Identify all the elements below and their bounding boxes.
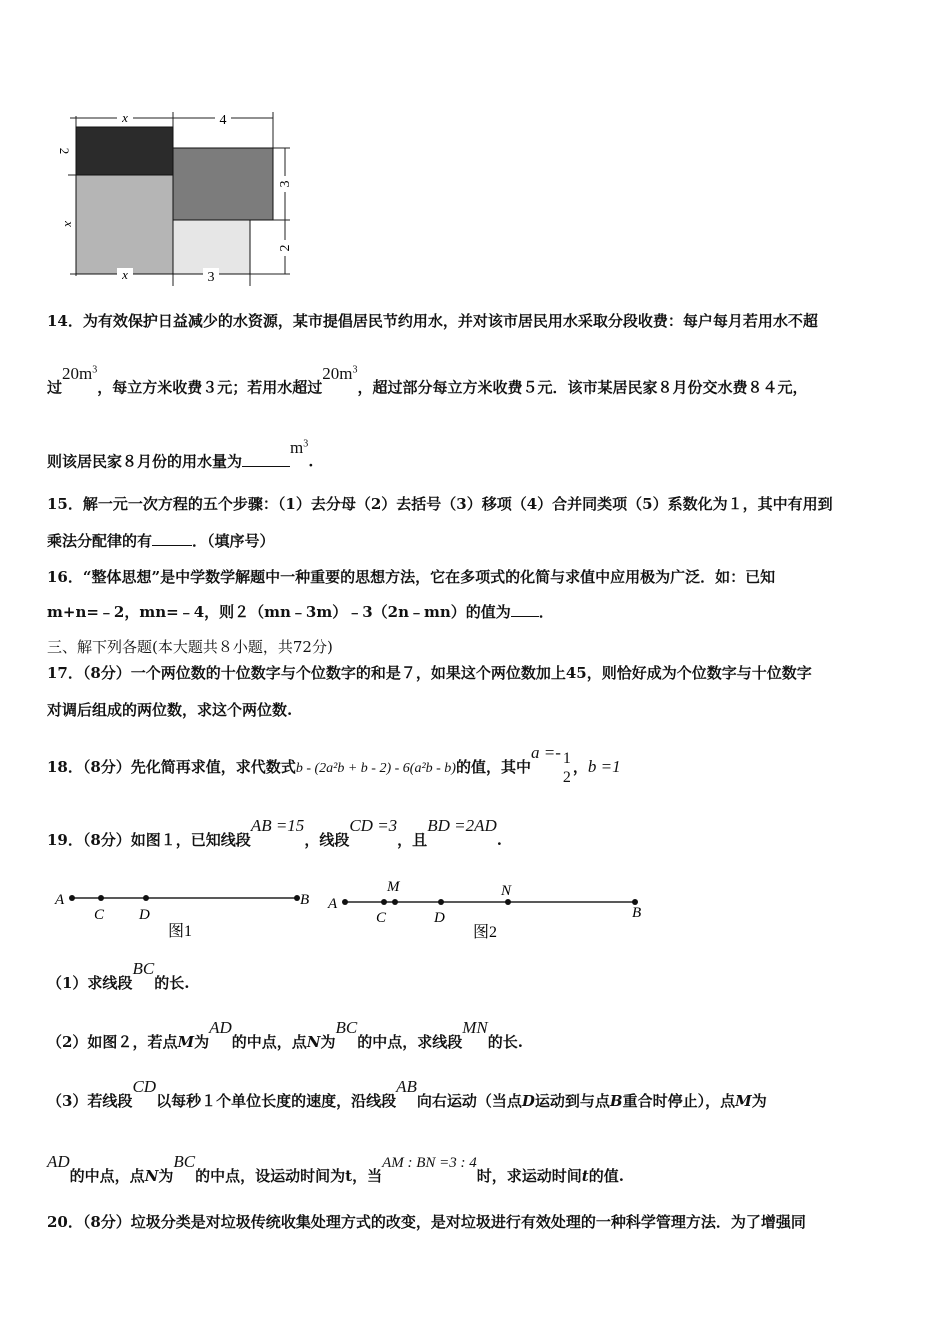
point-b-label: B <box>300 892 310 908</box>
label-bottom-3: 3 <box>207 270 215 285</box>
q14-line3 <box>47 437 314 472</box>
q16-line2: m+n=﹣2，mn=﹣4，则２（mn﹣3m）﹣3（2n﹣mn）的值为 ． <box>47 603 554 621</box>
q14-text-d: 则该居民家８月份的用水量为 <box>47 452 243 471</box>
answer-blank <box>242 452 290 467</box>
q14-text-a: 过 <box>47 378 63 397</box>
light-gray-rect <box>76 175 173 274</box>
q14-unit-2: $20m^3$ <box>322 363 358 383</box>
point-a-label: A <box>55 892 65 908</box>
q14-text-b: ，每立方米收费３元；若用水超过 <box>97 378 323 397</box>
label-left-x: x <box>62 221 77 227</box>
answer-blank <box>152 531 192 546</box>
q19-sub1: （1）求线段BC的长. <box>47 959 190 992</box>
black-rect <box>76 127 173 175</box>
label-right-2: 2 <box>278 244 293 252</box>
figure-2 <box>325 875 655 945</box>
white-rect <box>173 220 250 274</box>
q15-line2: 乘法分配律的有 ．（填序号） <box>47 532 275 550</box>
q16-line1: 16．“整体思想”是中学数学解题中一种重要的思想方法，它在多项式的化简与求值中应用极为广泛．如：已知 <box>47 568 776 586</box>
q17-line2: 对调后组成的两位数，求这个两位数. <box>47 701 293 719</box>
q14-text-c: ，超过部分每立方米收费５元．该市某居民家８月份交水费８４元， <box>357 378 808 397</box>
point-d-label: D <box>434 910 445 926</box>
q14-line2 <box>47 363 808 398</box>
figure-1 <box>52 880 322 945</box>
q18-line: 18．（8分）先化简再求值，求代数式b - (2a²b + b - 2) - 6(a²b - b)的值，其中a =- $\frac{1}{2}$ ，b =1 <box>47 743 621 786</box>
q19-sub3-line1: （3）若线段CD以每秒１个单位长度的速度，沿线段AB向右运动（当点D运动到与点B重合时停止），点M为 <box>47 1077 767 1110</box>
figure-2-caption: 图2 <box>472 924 498 941</box>
q18-a-value: a =- <box>530 743 561 762</box>
q14-text-e: . <box>308 452 314 471</box>
q18-fraction: $\frac{1}{2}$ <box>562 749 571 786</box>
point-d-label: D <box>139 907 150 923</box>
label-left-2: 2 <box>57 147 72 155</box>
q18-b-value: b =1 <box>587 757 621 776</box>
q14-line1: 14．为有效保护日益减少的水资源，某市提倡居民节约用水，并对该市居民用水采取分段收费：每户每月若用水不超 <box>47 312 818 330</box>
area-figure <box>55 108 295 288</box>
figure-1-caption: 图1 <box>167 923 193 940</box>
q20-line1: 20．（8分）垃圾分类是对垃圾传统收集处理方式的改变，是对垃圾进行有效处理的一种科学管理方法．为了增强同 <box>47 1213 806 1231</box>
q18-expression: b - (2a²b + b - 2) - 6(a²b - b) <box>295 761 456 776</box>
q19-cd: CD =3 <box>349 816 398 835</box>
label-top-x: x <box>122 110 128 125</box>
label-top-4: 4 <box>219 113 227 128</box>
q19-ab: AB =15 <box>250 816 305 835</box>
point-a-label: A <box>328 896 338 912</box>
q15-line1: 15．解一元一次方程的五个步骤：（1）去分母（2）去括号（3）移项（4）合并同类项（5）系数化为１，其中有用到 <box>47 495 833 513</box>
point-c-label: C <box>376 910 387 926</box>
point-c-label: C <box>94 907 105 923</box>
label-right-3: 3 <box>278 180 293 188</box>
point-b-label: B <box>632 905 642 921</box>
point-n-label: N <box>501 883 512 899</box>
q14-unit-1: $20m^3$ <box>62 363 98 383</box>
q19-line: 19．（8分）如图１，已知线段AB =15，线段CD =3，且BD =2AD. <box>47 816 502 849</box>
dark-gray-rect <box>173 148 273 220</box>
q17-line1: 17．（8分）一个两位数的十位数字与个位数字的和是７，如果这个两位数加上45，则恰好成为个位数字与十位数字 <box>47 664 812 682</box>
q14-unit-3: $m^3$ <box>290 437 309 457</box>
point-m-label: M <box>387 879 400 895</box>
label-bottom-x: x <box>122 267 128 282</box>
q19-sub3-line2: AD的中点，点N为BC的中点，设运动时间为t，当AM : BN =3 : 4时，求运动时间t的值. <box>47 1152 624 1185</box>
q19-sub2: （2）如图２，若点M为AD的中点，点N为BC的中点，求线段MN的长. <box>47 1018 523 1051</box>
q19-bd: BD =2AD <box>427 816 497 835</box>
section-title: 三、解下列各题(本大题共８小题，共72分) <box>47 638 333 656</box>
answer-blank <box>511 602 539 617</box>
